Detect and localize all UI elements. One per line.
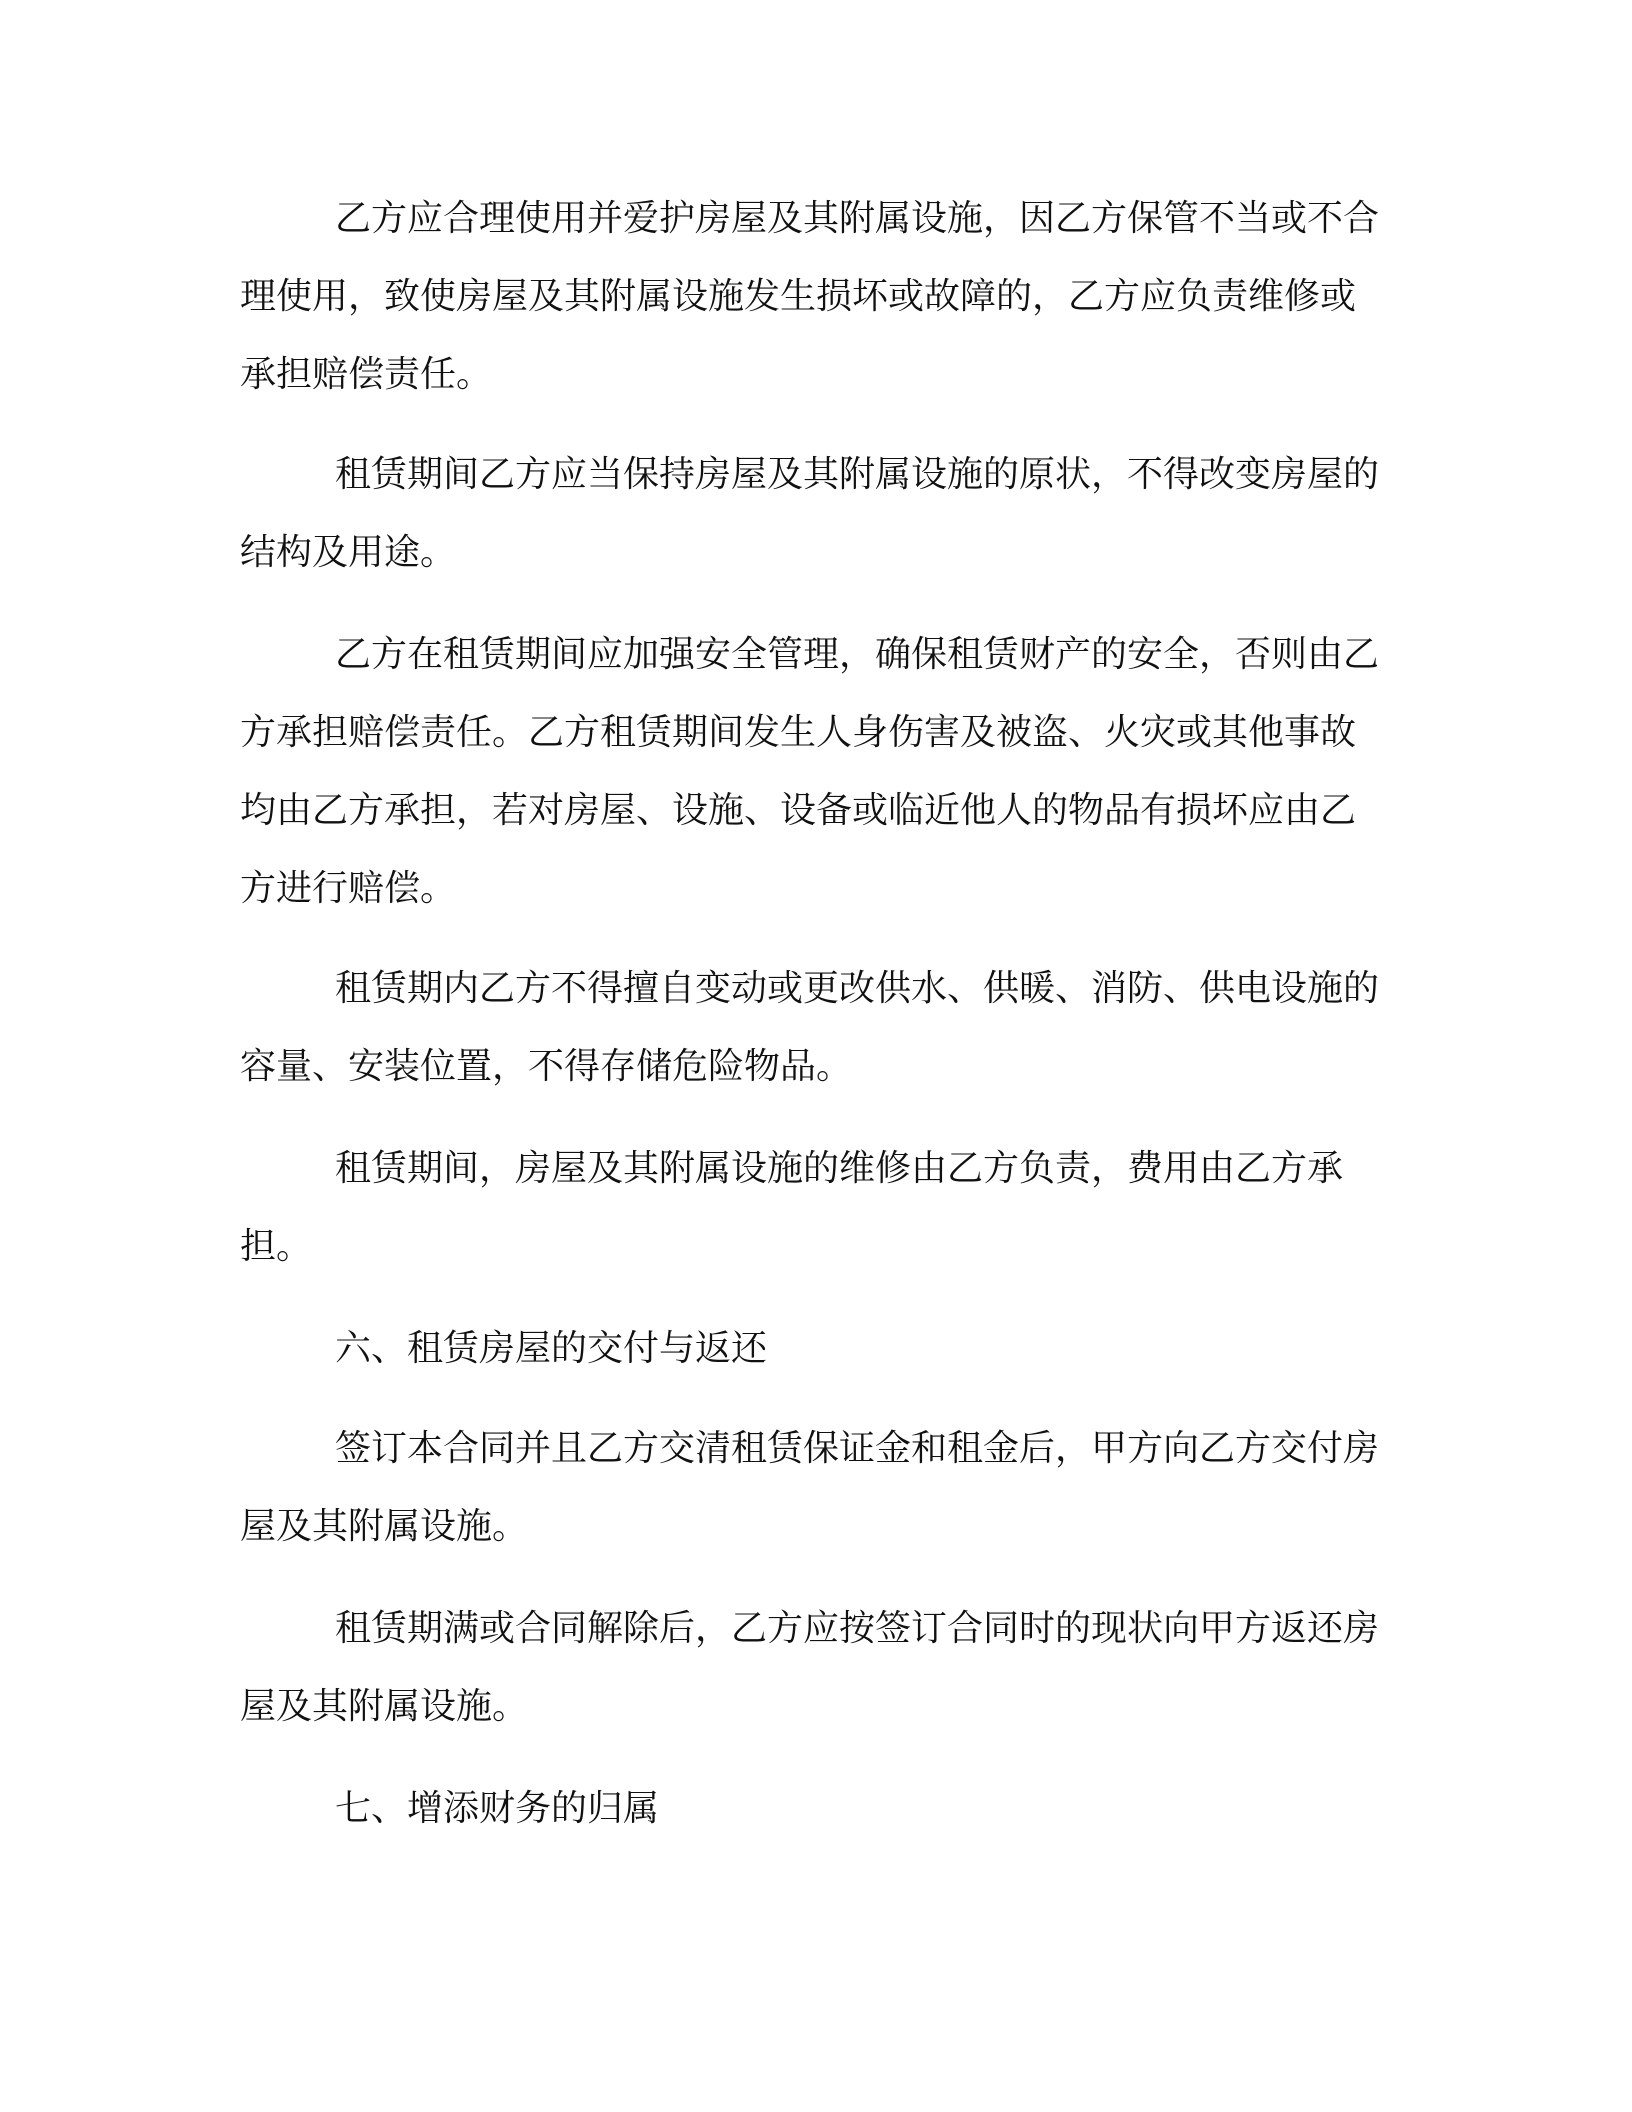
paragraph-repair-costs: 租赁期间，房屋及其附属设施的维修由乙方负责，费用由乙方承担。: [240, 1148, 1344, 1267]
paragraph-safety-management: 乙方在租赁期间应加强安全管理，确保租赁财产的安全，否则由乙方承担赔偿责任。乙方租赁期间发生人身伤害及被盗、火灾或其他事故均由乙方承担，若对房屋、设施、设备或临近他人的物品有损坏应由乙方进行赔偿。: [240, 634, 1380, 909]
section-seven-heading: 七、增添财务的归属: [335, 1788, 660, 1829]
paragraph-handover: 签订本合同并且乙方交清租赁保证金和租金后，甲方向乙方交付房屋及其附属设施。: [240, 1428, 1380, 1547]
paragraph-keep-original-state: 租赁期间乙方应当保持房屋及其附属设施的原状，不得改变房屋的结构及用途。: [240, 454, 1380, 573]
paragraph-no-facility-changes: 租赁期内乙方不得擅自变动或更改供水、供暖、消防、供电设施的容量、安装位置，不得存储危险物品。: [240, 968, 1380, 1087]
section-six-heading: 六、租赁房屋的交付与返还: [335, 1328, 768, 1369]
paragraph-maintenance-responsibility: 乙方应合理使用并爱护房屋及其附属设施，因乙方保管不当或不合理使用，致使房屋及其附属设施发生损坏或故障的，乙方应负责维修或承担赔偿责任。: [240, 198, 1380, 395]
paragraph-return: 租赁期满或合同解除后，乙方应按签订合同时的现状向甲方返还房屋及其附属设施。: [240, 1608, 1380, 1727]
